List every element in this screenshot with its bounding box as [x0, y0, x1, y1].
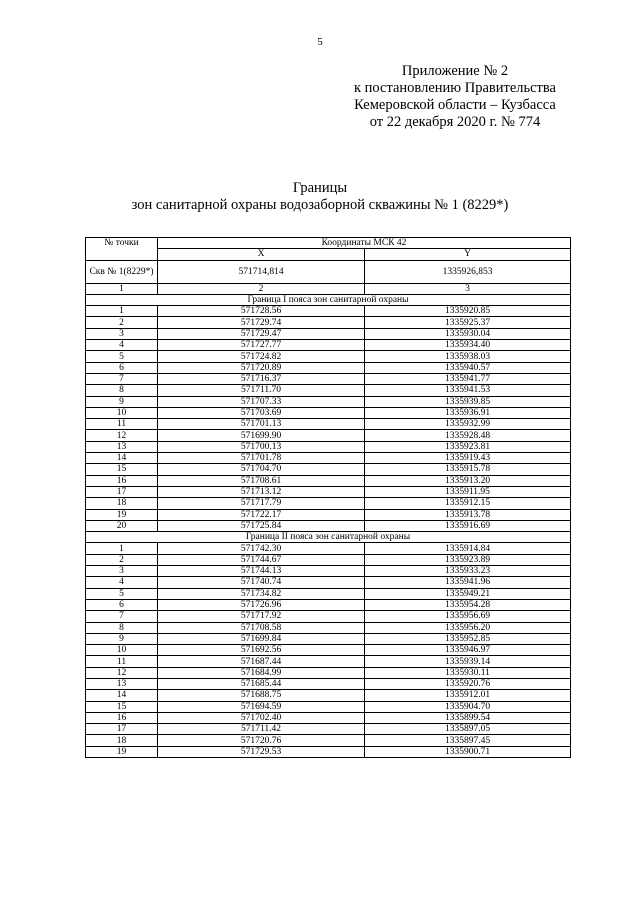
table-row [86, 622, 571, 633]
table-row [86, 701, 571, 712]
coord-y: 1335934.40 [365, 340, 571, 351]
coord-x: 571717.79 [158, 498, 365, 509]
coordinates-table [85, 237, 571, 758]
coord-x: 571725.84 [158, 520, 365, 531]
appendix-line-2: к постановлению Правительства [354, 80, 556, 96]
column-number-row [86, 283, 571, 294]
header-row [86, 238, 571, 249]
table-row [86, 419, 571, 430]
coord-x: 571708.61 [158, 475, 365, 486]
table-row [86, 724, 571, 735]
coord-x: 571699.90 [158, 430, 365, 441]
table-row [86, 430, 571, 441]
coord-x: 571717.92 [158, 611, 365, 622]
table-row [86, 656, 571, 667]
point-number: 2 [86, 554, 158, 565]
coord-y: 1335900.71 [365, 746, 571, 757]
coord-x: 571701.13 [158, 419, 365, 430]
coord-y: 1335941.53 [365, 385, 571, 396]
table-row [86, 599, 571, 610]
table-row [86, 475, 571, 486]
table-row [86, 453, 571, 464]
coord-y: 1335920.85 [365, 306, 571, 317]
coord-y: 1335932.99 [365, 419, 571, 430]
point-number: 3 [86, 328, 158, 339]
table-row [86, 328, 571, 339]
table-row [86, 385, 571, 396]
point-number: 3 [86, 566, 158, 577]
coord-x: 571720.89 [158, 362, 365, 373]
table-row [86, 566, 571, 577]
point-number: 13 [86, 441, 158, 452]
table-row [86, 373, 571, 384]
table-row [86, 362, 571, 373]
table-row [86, 712, 571, 723]
table-row [86, 577, 571, 588]
coord-y: 1335916.69 [365, 520, 571, 531]
coord-x: 571707.33 [158, 396, 365, 407]
point-number: 10 [86, 645, 158, 656]
coord-x: 571703.69 [158, 407, 365, 418]
coord-x: 571744.13 [158, 566, 365, 577]
coord-x: 571727.77 [158, 340, 365, 351]
table-row [86, 690, 571, 701]
point-number: 17 [86, 486, 158, 497]
point-number: 7 [86, 373, 158, 384]
point-number: 19 [86, 746, 158, 757]
coord-y: 1335915.78 [365, 464, 571, 475]
coord-y: 1335941.96 [365, 577, 571, 588]
col-num-1: 1 [86, 283, 158, 294]
coord-y: 1335952.85 [365, 633, 571, 644]
coord-y: 1335919.43 [365, 453, 571, 464]
coord-x: 571729.74 [158, 317, 365, 328]
coord-y: 1335946.97 [365, 645, 571, 656]
point-number: 11 [86, 656, 158, 667]
coord-y: 1335956.20 [365, 622, 571, 633]
table-row [86, 407, 571, 418]
point-number: 8 [86, 622, 158, 633]
point-number: 6 [86, 599, 158, 610]
section-1-title: Граница I пояса зон санитарной охраны [86, 294, 571, 305]
point-number: 4 [86, 340, 158, 351]
coord-y: 1335913.20 [365, 475, 571, 486]
point-number: 16 [86, 475, 158, 486]
table-row [86, 498, 571, 509]
header-coords: Координаты МСК 42 [158, 238, 571, 249]
coord-y: 1335949.21 [365, 588, 571, 599]
coord-x: 571742.30 [158, 543, 365, 554]
coord-y: 1335941.77 [365, 373, 571, 384]
coord-x: 571702.40 [158, 712, 365, 723]
table-row [86, 633, 571, 644]
point-number: 7 [86, 611, 158, 622]
point-number: 6 [86, 362, 158, 373]
table-row [86, 746, 571, 757]
coord-y: 1335928.48 [365, 430, 571, 441]
coord-x: 571699.84 [158, 633, 365, 644]
header-point: № точки [86, 238, 158, 261]
coord-y: 1335911.95 [365, 486, 571, 497]
well-y: 1335926,853 [365, 260, 571, 283]
table-row [86, 317, 571, 328]
coord-y: 1335897.05 [365, 724, 571, 735]
coord-y: 1335912.15 [365, 498, 571, 509]
section-2-title-row [86, 532, 571, 543]
coord-x: 571722.17 [158, 509, 365, 520]
coord-x: 571734.82 [158, 588, 365, 599]
point-number: 20 [86, 520, 158, 531]
document-title [80, 180, 560, 214]
coord-x: 571701.78 [158, 453, 365, 464]
coord-y: 1335939.14 [365, 656, 571, 667]
coord-y: 1335904.70 [365, 701, 571, 712]
well-x: 571714,814 [158, 260, 365, 283]
section-2-title: Граница II пояса зон санитарной охраны [86, 532, 571, 543]
coord-y: 1335899.54 [365, 712, 571, 723]
table-row [86, 645, 571, 656]
coord-x: 571744.67 [158, 554, 365, 565]
coord-x: 571724.82 [158, 351, 365, 362]
header-x: X [158, 249, 365, 260]
point-number: 1 [86, 543, 158, 554]
coord-y: 1335925.37 [365, 317, 571, 328]
table-row [86, 735, 571, 746]
point-number: 18 [86, 498, 158, 509]
point-number: 13 [86, 678, 158, 689]
point-number: 14 [86, 453, 158, 464]
coord-x: 571716.37 [158, 373, 365, 384]
section-1-title-row [86, 294, 571, 305]
coord-x: 571694.59 [158, 701, 365, 712]
point-number: 4 [86, 577, 158, 588]
coord-y: 1335936.91 [365, 407, 571, 418]
coord-y: 1335933.23 [365, 566, 571, 577]
point-number: 5 [86, 351, 158, 362]
point-number: 9 [86, 633, 158, 644]
coord-y: 1335930.11 [365, 667, 571, 678]
table-row [86, 678, 571, 689]
col-num-2: 2 [158, 283, 365, 294]
page-number: 5 [317, 36, 323, 48]
header-y: Y [365, 249, 571, 260]
point-number: 12 [86, 667, 158, 678]
table-row [86, 611, 571, 622]
coord-y: 1335897.45 [365, 735, 571, 746]
coord-x: 571687.44 [158, 656, 365, 667]
coord-x: 571729.53 [158, 746, 365, 757]
table-row [86, 520, 571, 531]
appendix-line-1: Приложение № 2 [401, 63, 509, 79]
point-number: 9 [86, 396, 158, 407]
coord-y: 1335939.85 [365, 396, 571, 407]
table-row [86, 588, 571, 599]
point-number: 15 [86, 701, 158, 712]
coord-x: 571711.42 [158, 724, 365, 735]
table-row [86, 441, 571, 452]
coord-x: 571728.56 [158, 306, 365, 317]
coord-x: 571700.13 [158, 441, 365, 452]
title-line-2: зон санитарной охраны водозаборной скважины № 1 (8229*) [131, 197, 509, 213]
point-number: 1 [86, 306, 158, 317]
coord-x: 571684.99 [158, 667, 365, 678]
table-row [86, 340, 571, 351]
coord-x: 571726.96 [158, 599, 365, 610]
table-row [86, 306, 571, 317]
point-number: 8 [86, 385, 158, 396]
point-number: 12 [86, 430, 158, 441]
table-row [86, 486, 571, 497]
coord-y: 1335940.57 [365, 362, 571, 373]
coord-y: 1335920.76 [365, 678, 571, 689]
table-row [86, 396, 571, 407]
point-number: 2 [86, 317, 158, 328]
coord-y: 1335954.28 [365, 599, 571, 610]
table-row [86, 667, 571, 678]
coord-x: 571720.76 [158, 735, 365, 746]
point-number: 11 [86, 419, 158, 430]
header-subrow [86, 249, 571, 260]
coord-x: 571685.44 [158, 678, 365, 689]
appendix-block [340, 63, 570, 131]
point-number: 14 [86, 690, 158, 701]
coord-x: 571692.56 [158, 645, 365, 656]
table-row [86, 543, 571, 554]
table-row [86, 554, 571, 565]
coord-y: 1335912.01 [365, 690, 571, 701]
coord-x: 571688.75 [158, 690, 365, 701]
well-label: Скв № 1(8229*) [86, 260, 158, 283]
coord-x: 571713.12 [158, 486, 365, 497]
coord-x: 571704.70 [158, 464, 365, 475]
point-number: 18 [86, 735, 158, 746]
col-num-3: 3 [365, 283, 571, 294]
coord-y: 1335930.04 [365, 328, 571, 339]
point-number: 10 [86, 407, 158, 418]
appendix-line-4: от 22 декабря 2020 г. № 774 [369, 114, 541, 130]
point-number: 5 [86, 588, 158, 599]
table-row [86, 464, 571, 475]
point-number: 15 [86, 464, 158, 475]
table-row [86, 509, 571, 520]
point-number: 16 [86, 712, 158, 723]
point-number: 17 [86, 724, 158, 735]
coord-y: 1335913.78 [365, 509, 571, 520]
coord-x: 571708.58 [158, 622, 365, 633]
coord-y: 1335914.84 [365, 543, 571, 554]
coord-x: 571729.47 [158, 328, 365, 339]
coord-y: 1335956.69 [365, 611, 571, 622]
appendix-line-3: Кемеровской области – Кузбасса [354, 97, 556, 113]
coord-y: 1335938.03 [365, 351, 571, 362]
well-row [86, 260, 571, 283]
point-number: 19 [86, 509, 158, 520]
coord-y: 1335923.81 [365, 441, 571, 452]
coord-x: 571740.74 [158, 577, 365, 588]
coord-y: 1335923.89 [365, 554, 571, 565]
coord-x: 571711.70 [158, 385, 365, 396]
table-row [86, 351, 571, 362]
title-line-1: Границы [292, 180, 348, 196]
